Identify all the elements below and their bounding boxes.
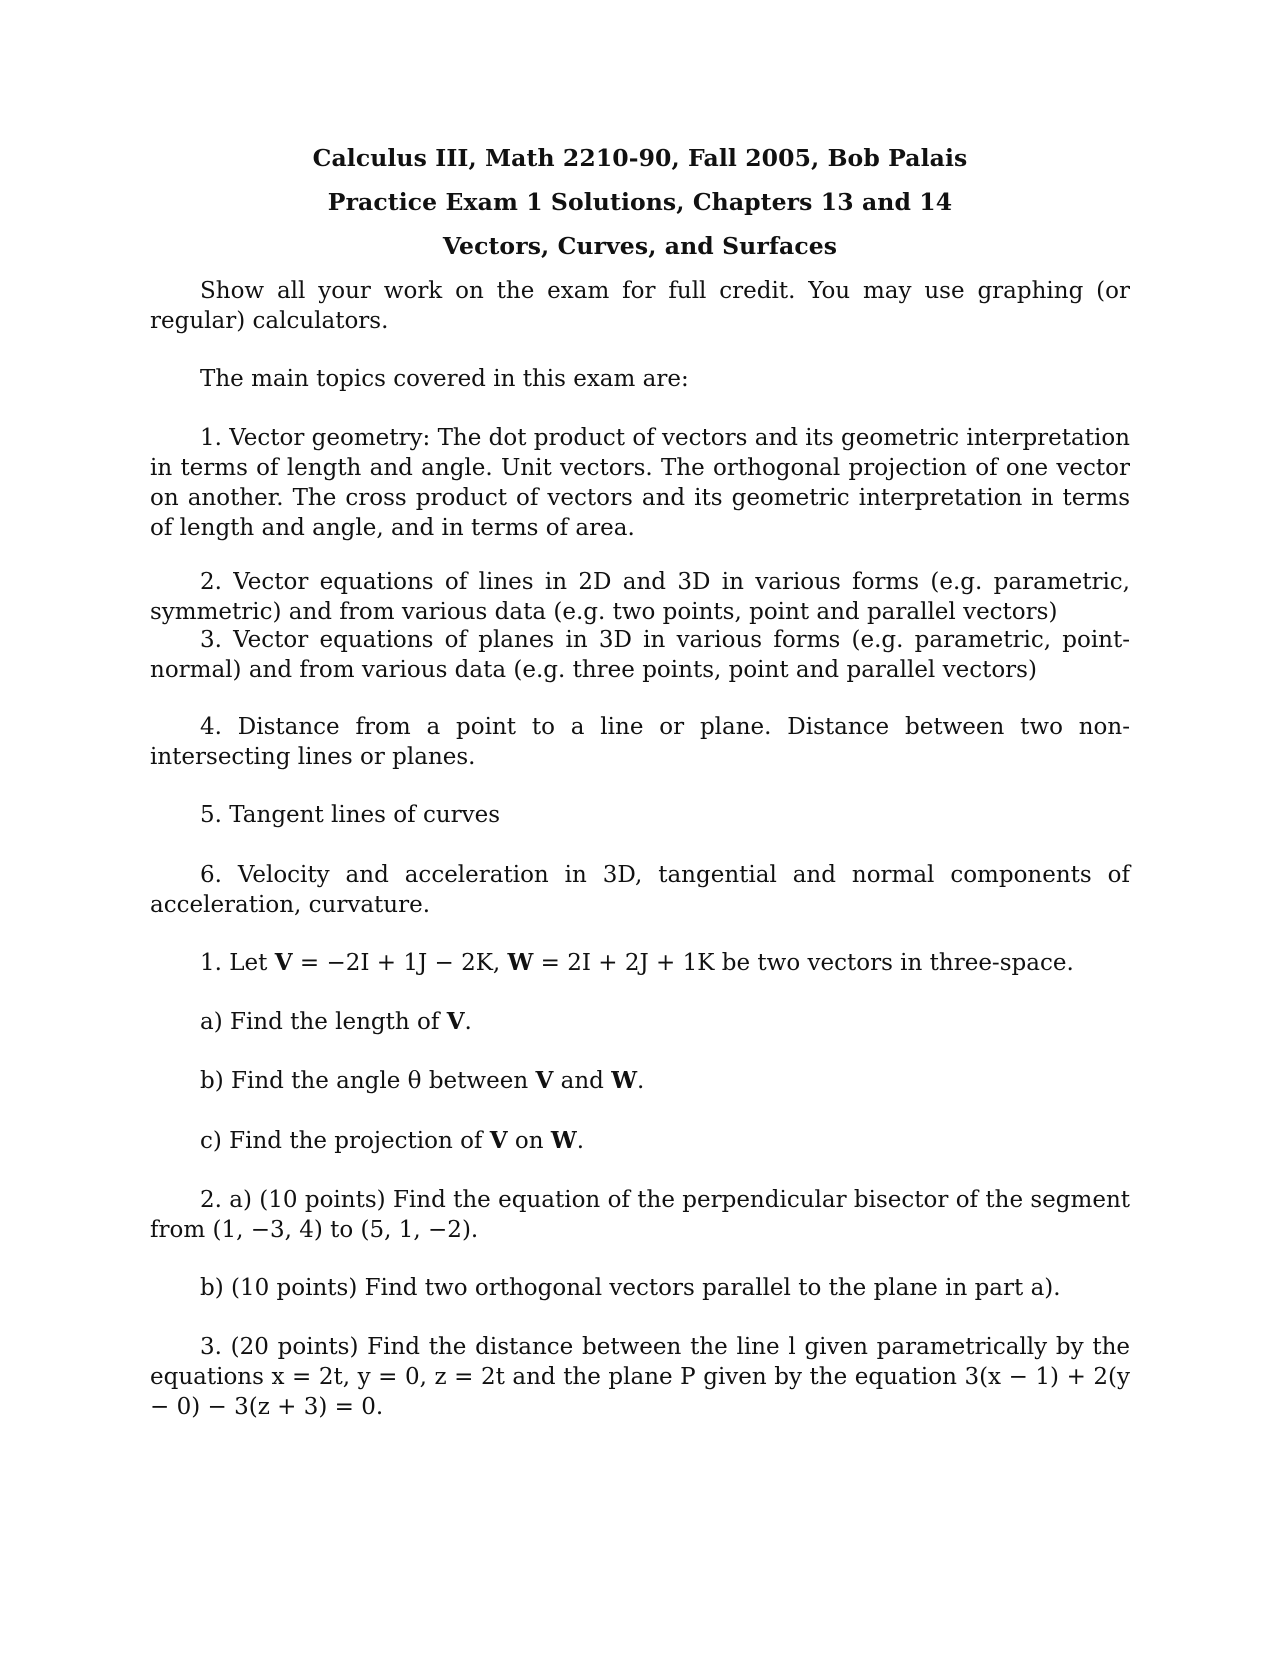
problem-1c [150,1126,1130,1156]
problem-1c-text: c) Find the projection of [200,1128,490,1154]
intro-paragraph: Show all your work on the exam for full credit. You may use graphing (or regular) calculators. [150,278,1130,334]
vector-v-expression: = −2I + 1J − 2K, [292,950,508,976]
problem-1b-end: . [637,1068,645,1094]
problem-1b-text: b) Find the angle θ between [200,1068,536,1094]
problem-1 [150,948,1130,978]
problem-1-lead: 1. Let [200,950,268,976]
course-title: Calculus III, Math 2210-90, Fall 2005, Bob Palais [312,144,968,172]
problem-1b [150,1066,1130,1096]
problem-1a-symbol: V [446,1008,465,1035]
topic-2: 2. Vector equations of lines in 2D and 3D in various forms (e.g. parametric, symmetric) and from various data (e.g. two points, point and parallel vectors) [150,569,1130,625]
problem-1c-symbol-w: W [550,1127,577,1154]
problem-1c-end: . [576,1128,585,1154]
exam-title: Practice Exam 1 Solutions, Chapters 13 and 14 [327,188,953,216]
topic-5: 5. Tangent lines of curves [200,802,501,828]
problem-3: 3. (20 points) Find the distance between the line l given parametrically by the equations x = 2t, y = 0, z = 2t and the plane P given by the equation 3(x − 1) + 2(y − 0) − 3(z + 3) = 0. [150,1334,1130,1420]
problem-1a [150,1007,1130,1037]
problem-1b-mid: and [553,1068,612,1094]
topic-6: 6. Velocity and acceleration in 3D, tangential and normal components of acceleration, curvature. [150,862,1130,918]
problem-1c-mid: on [507,1128,551,1154]
exam-subtitle: Vectors, Curves, and Surfaces [442,232,838,260]
problem-1a-text: a) Find the length of [200,1009,447,1035]
topic-1: 1. Vector geometry: The dot product of vectors and its geometric interpretation in terms of length and angle. Unit vectors. The orthogonal projection of one vector on another. The cross product of vectors and its geometric interpretation in terms of length and angle, and in terms of area. [150,425,1130,541]
problem-2b: b) (10 points) Find two orthogonal vectors parallel to the plane in part a). [200,1275,1061,1301]
vector-v-symbol: V [274,949,293,976]
problem-1a-end: . [464,1009,472,1035]
problem-1c-symbol-v: V [489,1127,508,1154]
vector-w-expression: = 2I + 2J + 1K [533,950,715,976]
problem-1b-symbol-w: W [611,1067,638,1094]
problem-1b-symbol-v: V [535,1067,554,1094]
topics-intro: The main topics covered in this exam are: [200,366,689,392]
problem-1-tail: be two vectors in three-space. [714,950,1074,976]
problem-2a: 2. a) (10 points) Find the equation of the perpendicular bisector of the segment from (1, −3, 4) to (5, 1, −2). [150,1187,1130,1243]
topic-3: 3. Vector equations of planes in 3D in various forms (e.g. parametric, point-normal) and from various data (e.g. three points, point and parallel vectors) [150,627,1130,683]
topic-4: 4. Distance from a point to a line or plane. Distance between two non-intersecting lines or planes. [150,714,1130,770]
vector-w-symbol: W [507,949,534,976]
